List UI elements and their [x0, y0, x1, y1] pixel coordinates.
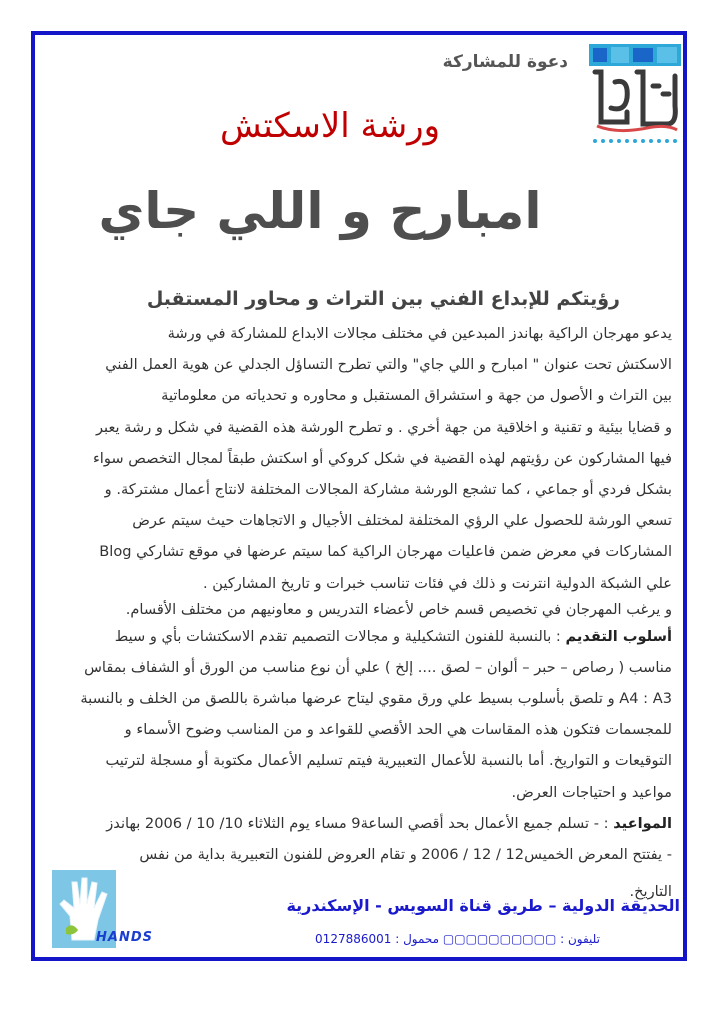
body-line: و قضايا بيئية و تقنية و اخلاقية من جهة أخري . و تطرح الورشة هذه القضية في شكل و رشة يعبر: [95, 418, 672, 436]
main-title: امبارح و اللي جاي: [98, 182, 542, 240]
dates-label: المواعيد: [613, 814, 672, 832]
dates-text: : - تسلم جميع الأعمال بحد أقصي الساعة9 مساء يوم الثلاثاء 10/ 10 / 2006 بهاندز: [106, 814, 609, 832]
rakia-logo: [587, 42, 683, 150]
method-line: للمجسمات فتكون هذه المقاسات هي الحد الأقصي للقواعد و من المناسب وضوح الأسماء و: [124, 721, 672, 739]
body-line: تسعي الورشة للحصول علي الرؤي المختلفة لمختلف الأجيال و الاتجاهات حيث سيتم عرض: [132, 512, 672, 530]
workshop-title: ورشة الاسكتش: [219, 106, 441, 146]
address: الحديقة الدولية – طريق قناة السويس - الإسكندرية: [286, 896, 680, 915]
method-line: A4 : A3 و تلصق بأسلوب بسيط علي ورق مقوي ليتاح عرضها مباشرة باللصق من الخلف و بالنسبة: [80, 690, 672, 708]
method-line: التوقيعات و التواريخ. أما بالنسبة للأعمال التعبيرية فيتم تسليم الأعمال مكتوبة أو مسجلة لترتيب: [105, 752, 672, 770]
dates-line: [52, 808, 672, 839]
phone-numbers: تليفون : ▢▢▢▢▢▢▢▢▢▢ محمول : 0127886001: [315, 932, 600, 946]
method-label: أسلوب التقديم: [565, 627, 672, 645]
body-line: فيها المشاركون عن رؤيتهم لهذه القضية في شكل كروكي أو اسكتش طبقاً لمجال التخصص سواء: [92, 449, 672, 467]
method-text: : بالنسبة للفنون التشكيلية و مجالات التصميم تقدم الاسكتشات بأي و سيط: [114, 627, 561, 645]
body-line: علي الشبكة الدولية انترنت و ذلك في فئات تناسب خبرات و تاريخ المشاركين .: [202, 574, 672, 592]
hands-wordmark: HANDS: [96, 930, 153, 945]
invite-label: دعوة للمشاركة: [442, 52, 568, 72]
body-line: بشكل فردي أو جماعي ، كما تشجع الورشة مشاركة المجالات المختلفة لانتاج أعمال مشتركة. و: [104, 480, 672, 498]
dates-line: - يفتتح المعرض الخميس12 / 12 / 2006 و تقام العروض للفنون التعبيرية بداية من نفس: [139, 846, 672, 863]
body-line: الاسكتش تحت عنوان " امبارح و اللي جاي" والتي تطرح التساؤل الجدلي عن هوية العمل الفني: [105, 356, 672, 374]
dates-line: التاريخ.: [629, 883, 672, 901]
method-line: مواعيد و احتياجات العرض.: [511, 783, 672, 801]
body-line: بين التراث و الأصول من جهة و استشراق المستقبل و محاوره و تحدياته من معلوماتية: [161, 387, 672, 405]
method-line: [52, 621, 672, 652]
method-line: مناسب ( رصاص – حبر – ألوان – لصق .... إلخ ) علي أن نوع مناسب من الورق أو الشفاف بمقاس: [84, 658, 672, 676]
body-text: [52, 318, 672, 914]
faculty-line: و يرغب المهرجان في تخصيص قسم خاص لأعضاء التدريس و معاونيهم من مختلف الأقسام.: [125, 600, 672, 618]
body-line: المشاركات في معرض ضمن فاعليات مهرجان الراكية كما سيتم عرضها في موقع تشاركي Blog: [99, 543, 672, 561]
subtitle: رؤيتكم للإبداع الفني بين التراث و محاور المستقبل: [146, 288, 620, 310]
body-line: يدعو مهرجان الراكية بهاندز المبدعين في مختلف مجالات الابداع للمشاركة في ورشة: [167, 325, 672, 342]
hands-logo: [52, 870, 156, 950]
